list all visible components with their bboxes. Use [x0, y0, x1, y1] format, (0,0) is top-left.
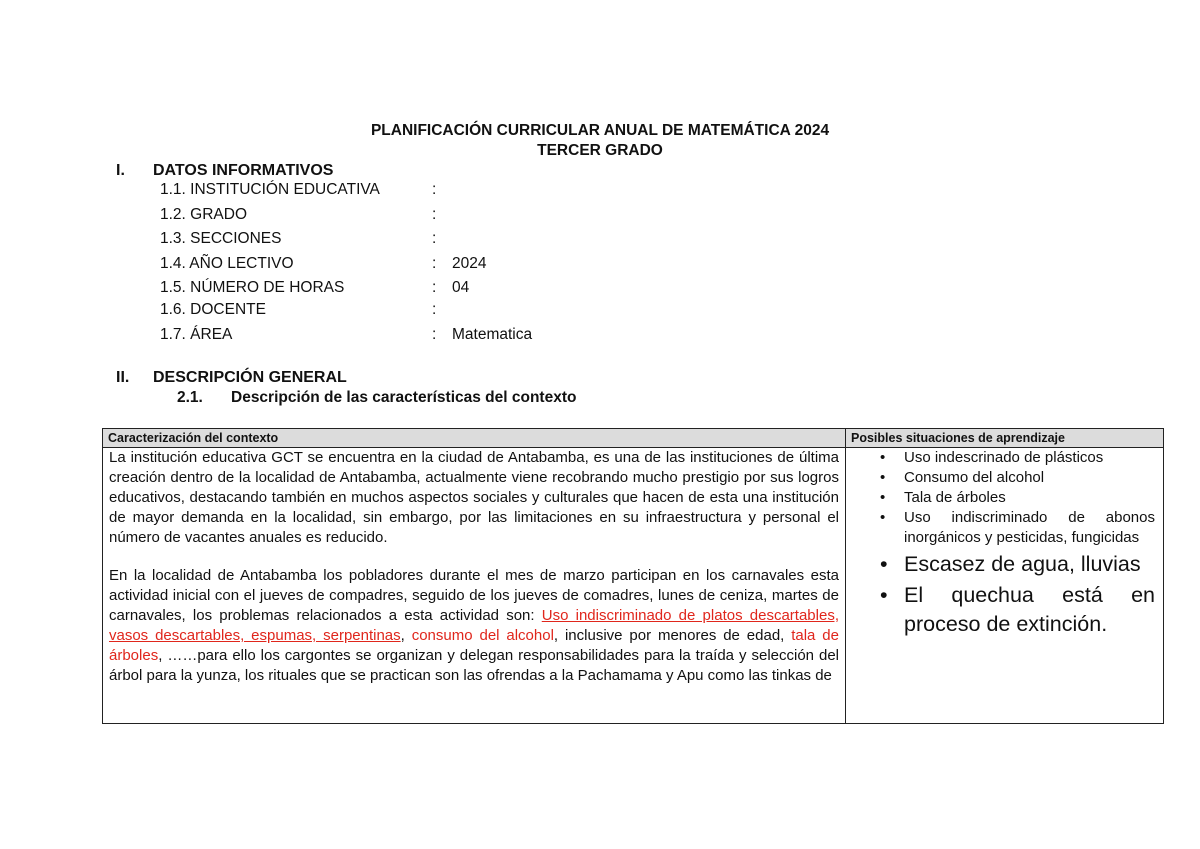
- situations-list: [846, 448, 1163, 639]
- section-1-title: DATOS INFORMATIVOS: [153, 162, 334, 179]
- info-colon: :: [432, 255, 437, 272]
- subsection-title: Descripción de las características del contexto: [231, 389, 577, 406]
- list-item-text: El quechua está en proceso de extinción.: [904, 583, 1155, 636]
- list-item: [846, 488, 1155, 508]
- paragraph-2-rest: , ……para ello los cargontes se organizan y delegan responsabilidades para la traída y selección del árbol para la yunza, los rituales que se practican son las ofrendas a la Pachamama y Apu como las tinkas de: [109, 647, 839, 684]
- info-value: Matematica: [452, 326, 533, 343]
- document-subtitle: TERCER GRADO: [537, 142, 663, 159]
- info-value: 2024: [452, 255, 487, 272]
- situations-cell: [846, 448, 1164, 724]
- paragraph-2-sep: ,: [400, 627, 412, 644]
- document-title: PLANIFICACIÓN CURRICULAR ANUAL DE MATEMÁTICA 2024: [370, 122, 830, 139]
- bullet-icon: •: [880, 469, 886, 486]
- list-item-text: Tala de árboles: [904, 489, 1006, 506]
- context-paragraph-2: [103, 566, 845, 686]
- section-2-number: II.: [116, 369, 130, 386]
- header-context: Caracterización del contexto: [103, 429, 846, 448]
- list-item: [846, 581, 1155, 639]
- list-item-text: Uso indescrinado de plásticos: [904, 449, 1104, 466]
- info-colon: :: [432, 230, 437, 247]
- info-colon: :: [432, 326, 437, 343]
- info-label: 1.6. DOCENTE: [160, 301, 266, 318]
- info-label: 1.5. NÚMERO DE HORAS: [160, 279, 345, 296]
- info-colon: :: [432, 181, 437, 198]
- info-value: 04: [452, 279, 470, 296]
- bullet-icon: •: [880, 552, 888, 576]
- bullet-icon: •: [880, 583, 888, 607]
- highlight-disposables: Uso indiscriminado de platos descartables, vasos descartables, espumas, serpentinas: [109, 607, 839, 644]
- list-item-text: Uso indiscriminado de abonos inorgánicos y pesticidas, fungicidas: [904, 509, 1155, 546]
- context-cell: [103, 448, 846, 724]
- info-colon: :: [432, 279, 437, 296]
- bullet-icon: •: [880, 509, 886, 526]
- context-paragraph-1: La institución educativa GCT se encuentra en la ciudad de Antabamba, es una de las instituciones de última creación dentro de la localidad de Antabamba, actualmente viene recobrando mucho prestigio por sus logros educativos, destacando también en muchos aspectos sociales y culturales que hacen de esta una institución de mayor demanda en la localidad, sin embargo, por las limitaciones en su infraestructura y personal el número de vacantes anuales es reducido.: [109, 449, 839, 546]
- info-colon: :: [432, 301, 437, 318]
- table-row: [103, 448, 1164, 724]
- subsection-number: 2.1.: [177, 389, 203, 406]
- paragraph-2-intro: En la localidad de Antabamba los pobladores durante el mes de marzo participan en los carnavales esta actividad inicial con el jueves de compadres, seguido de los jueves de comadres, lunes de ceniza, martes de carnavales, los problemas relacionados a esta actividad son:: [109, 567, 839, 624]
- header-situations: Posibles situaciones de aprendizaje: [846, 429, 1164, 448]
- list-item: [846, 508, 1155, 548]
- info-label: 1.2. GRADO: [160, 206, 247, 223]
- section-1-number: I.: [116, 162, 125, 179]
- info-label: 1.4. AÑO LECTIVO: [160, 255, 294, 272]
- list-item: [846, 468, 1155, 488]
- highlight-tree-felling: tala de árboles: [109, 627, 839, 664]
- info-label: 1.3. SECCIONES: [160, 230, 282, 247]
- info-colon: :: [432, 206, 437, 223]
- highlight-alcohol: consumo del alcohol: [411, 627, 554, 644]
- paragraph-2-mid: , inclusive por menores de edad,: [553, 627, 792, 644]
- bullet-icon: •: [880, 449, 886, 466]
- list-item-text: Escasez de agua, lluvias: [904, 552, 1141, 576]
- list-item: [846, 448, 1155, 468]
- table-header-row: [103, 429, 1164, 448]
- context-table: [102, 428, 1164, 724]
- bullet-icon: •: [880, 489, 886, 506]
- info-label: 1.7. ÁREA: [160, 326, 233, 343]
- list-item: [846, 550, 1155, 579]
- section-2-title: DESCRIPCIÓN GENERAL: [153, 369, 347, 386]
- info-label: 1.1. INSTITUCIÓN EDUCATIVA: [160, 181, 380, 198]
- list-item-text: Consumo del alcohol: [904, 469, 1045, 486]
